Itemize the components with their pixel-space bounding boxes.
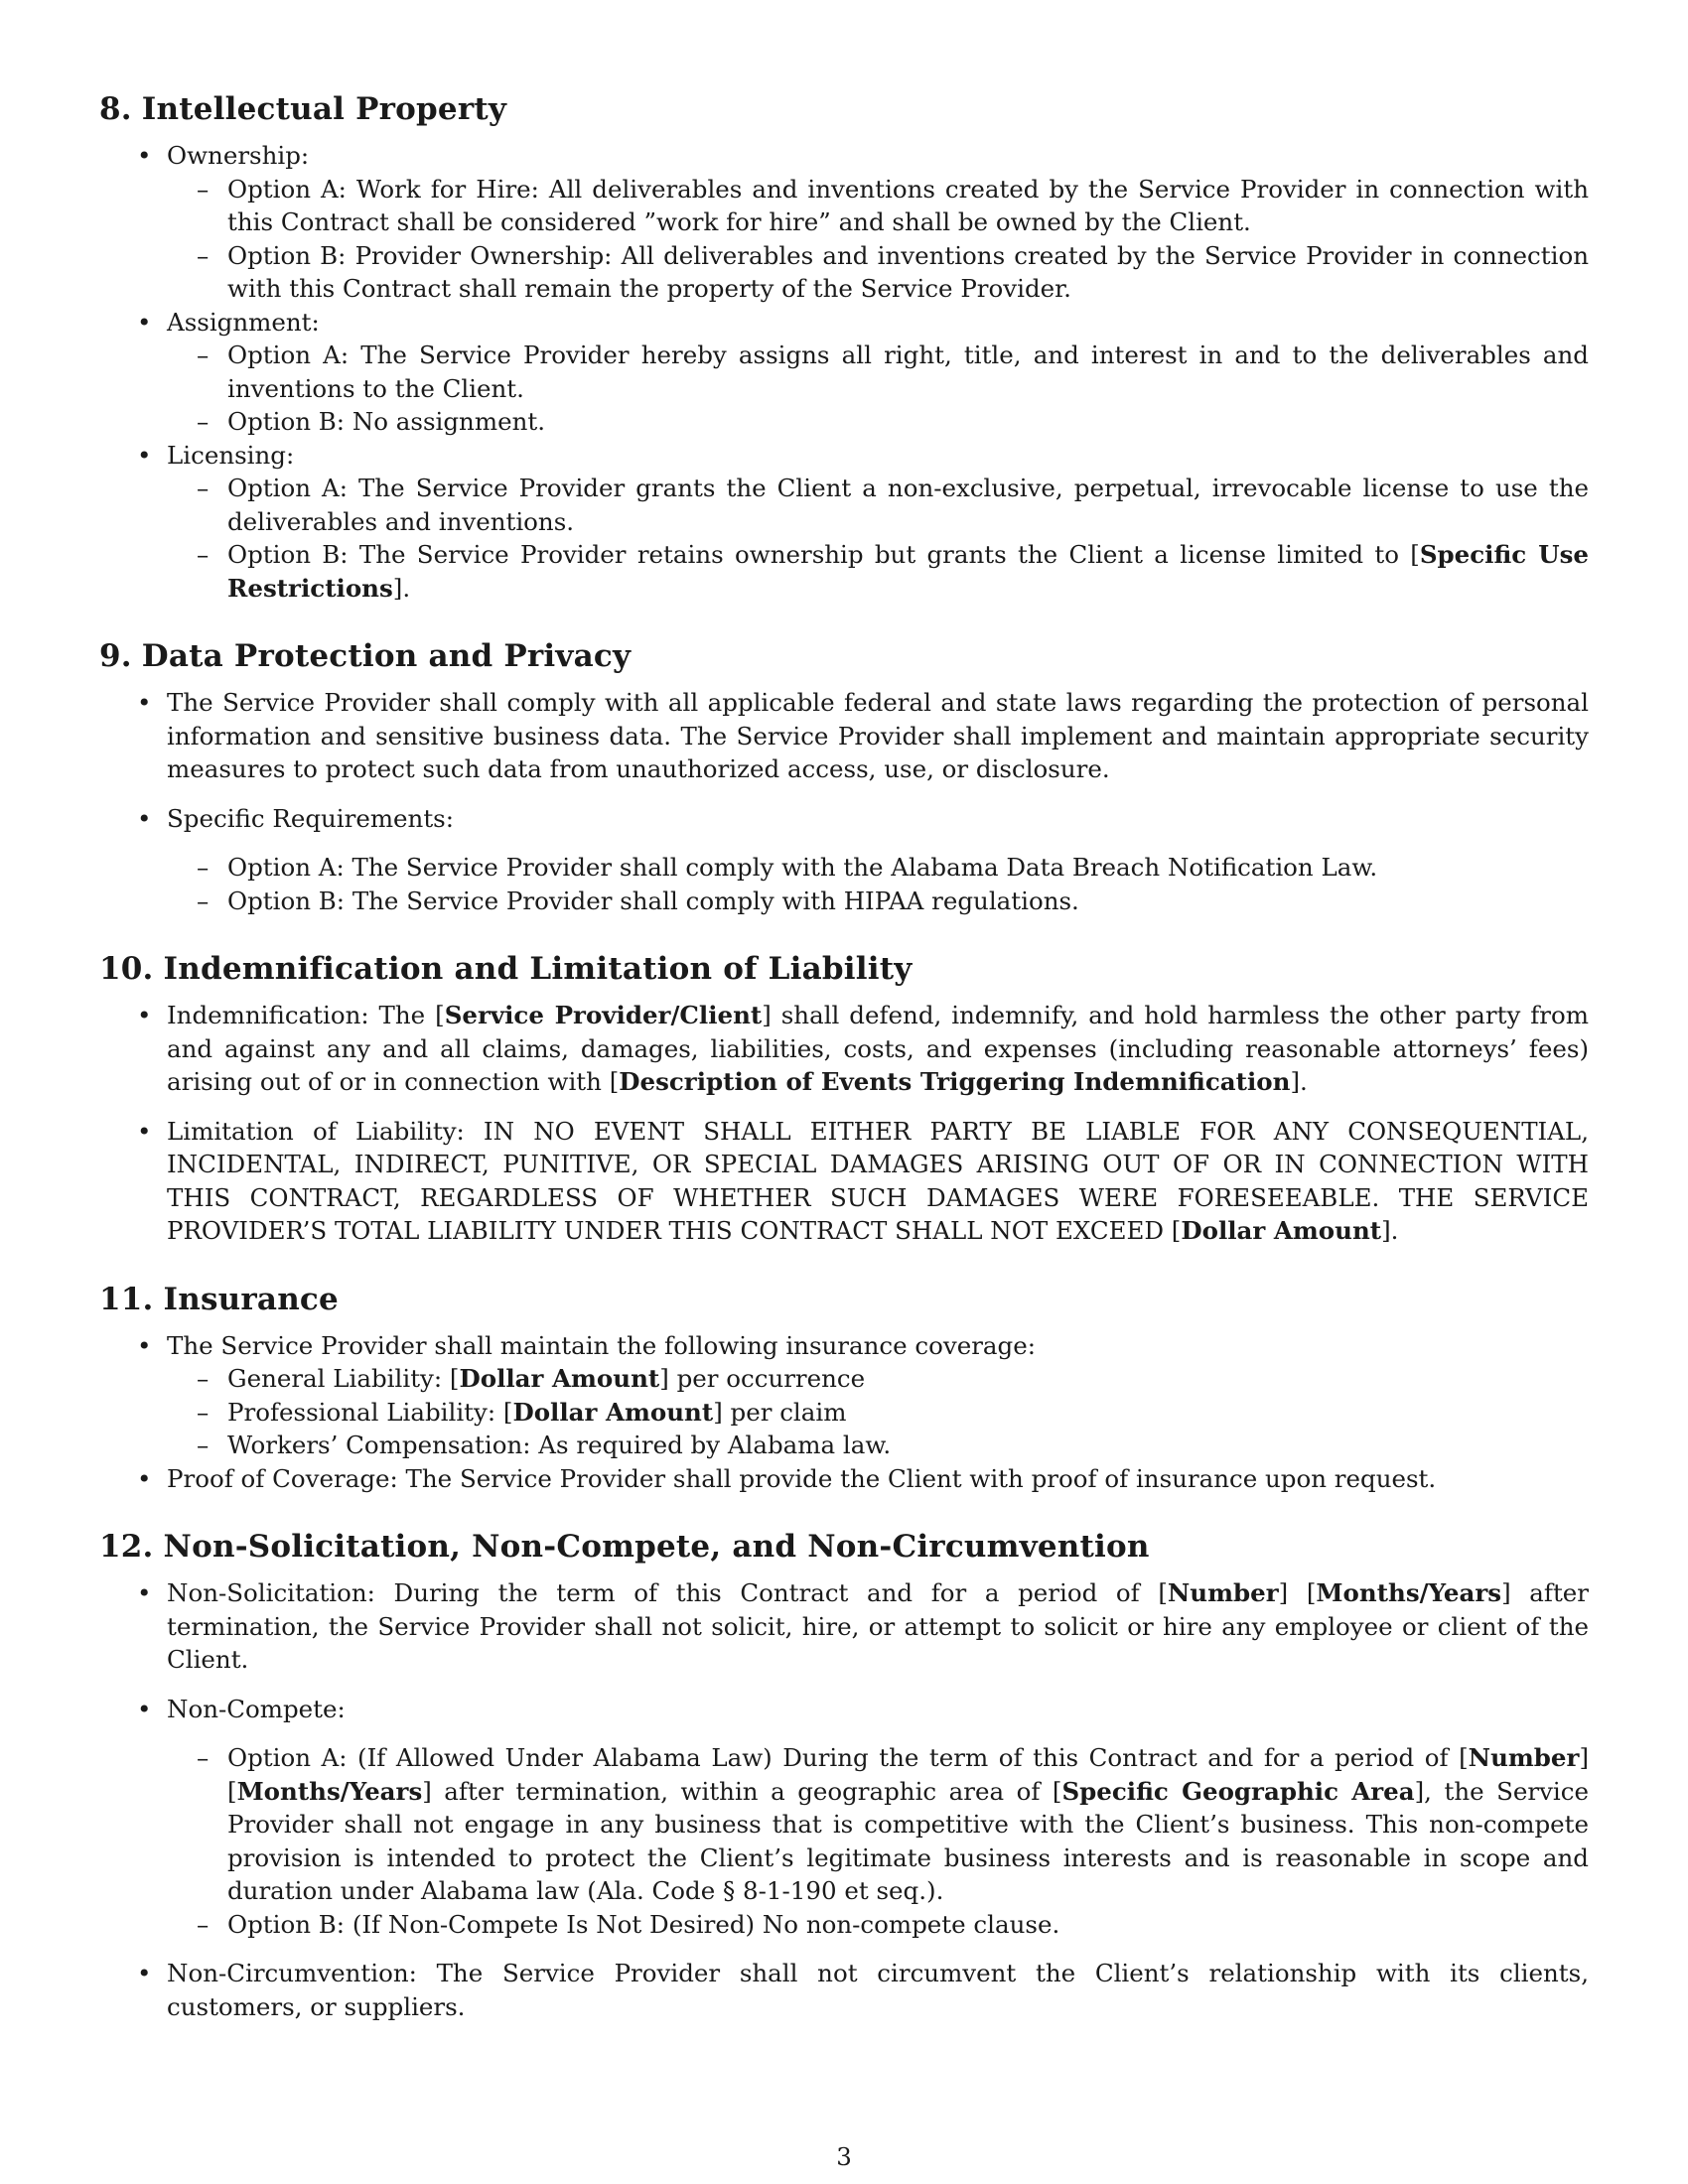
section-title: Data Protection and Privacy <box>141 638 632 674</box>
bullet-list <box>99 999 1589 1248</box>
text: Indemnification: The [ <box>167 1001 445 1029</box>
item-label: Assignment: <box>167 307 320 337</box>
sub-item-option-b: – Option B: No assignment. <box>167 405 1589 439</box>
section-title: Non-Solicitation, Non-Compete, and Non-Circumvention <box>163 1529 1150 1565</box>
section-title: Indemnification and Limitation of Liability <box>163 951 913 987</box>
item-label: Licensing: <box>167 440 295 470</box>
section-title: Intellectual Property <box>141 91 507 127</box>
text: ]. <box>1381 1216 1399 1245</box>
sub-item-option-a: – Option A: Work for Hire: All deliverables and inventions created by the Service Provider in connection with this Contract shall be considered ”work for hire” and shall be owned by the Client. <box>167 173 1589 239</box>
sub-item-option-b: – Option B: (If Non-Compete Is Not Desired) No non-compete clause. <box>167 1908 1589 1942</box>
list-item-licensing <box>99 439 1589 606</box>
text: Option A: (If Allowed Under Alabama Law) During the term of this Contract and for a period of [ <box>227 1743 1469 1772</box>
list-item-indemnification <box>99 999 1589 1099</box>
placeholder-field: Number <box>1468 1743 1580 1772</box>
sub-item-workers-compensation: – Workers’ Compensation: As required by Alabama law. <box>167 1429 1589 1462</box>
sub-list <box>167 339 1589 439</box>
sub-item-general-liability <box>167 1362 1589 1396</box>
sub-item-option-a: – Option A: The Service Provider shall comply with the Alabama Data Breach Notification Law. <box>167 851 1589 885</box>
placeholder-field: Service Provider/Client <box>444 1001 763 1029</box>
list-item-non-solicitation <box>99 1576 1589 1677</box>
sub-list <box>167 472 1589 605</box>
section-heading <box>99 949 1589 989</box>
section-intellectual-property <box>99 89 1589 605</box>
sub-list <box>167 1741 1589 1941</box>
section-number: 9. <box>99 638 132 674</box>
text: ] per claim <box>713 1397 847 1427</box>
section-heading <box>99 1280 1589 1319</box>
placeholder-field: Dollar Amount <box>1181 1216 1382 1245</box>
text: ] per occurrence <box>659 1364 866 1393</box>
list-item-limitation-of-liability <box>99 1115 1589 1248</box>
item-label: Non-Compete: <box>167 1694 346 1723</box>
list-item-non-circumvention: • Non-Circumvention: The Service Provider shall not circumvent the Client’s relationship with its clients, customers, or suppliers. <box>99 1957 1589 2023</box>
text: Limitation of Liability: IN NO EVENT SHALL EITHER PARTY BE LIABLE FOR ANY CONSEQUENTIAL, INCIDENTAL, INDIRECT, PUNITIVE, OR SPECIAL DAMAGES ARISING OUT OF OR IN CONNECTION WITH THIS CONTRACT, REGARDLESS OF WHETHER SUCH DAMAGES WERE FORESEEABLE. THE SERVICE PROVIDER’S TOTAL LIABILITY UNDER THIS CONTRACT SHALL NOT EXCEED [ <box>167 1116 1589 1245</box>
text: ] after termination, within a geographic area of [ <box>422 1776 1062 1806</box>
section-non-solicitation <box>99 1527 1589 2023</box>
item-label: Specific Requirements: <box>167 803 455 833</box>
placeholder-field: Dollar Amount <box>459 1364 660 1393</box>
item-label: The Service Provider shall maintain the following insurance coverage: <box>167 1330 1036 1360</box>
list-item-ownership <box>99 139 1589 306</box>
sub-item-option-a <box>167 1741 1589 1908</box>
section-indemnification <box>99 949 1589 1248</box>
placeholder-field: Dollar Amount <box>512 1397 714 1427</box>
bullet-list <box>99 1329 1589 1496</box>
text: ] [ <box>227 1743 1589 1806</box>
section-data-protection <box>99 636 1589 917</box>
document-page <box>99 89 1589 2023</box>
sub-item-option-a: – Option A: The Service Provider hereby assigns all right, title, and interest in and to the deliverables and inventions to the Client. <box>167 339 1589 405</box>
section-number: 12. <box>99 1529 154 1565</box>
sub-item-option-a: – Option A: The Service Provider grants the Client a non-exclusive, perpetual, irrevocable license to use the deliverables and inventions. <box>167 472 1589 538</box>
placeholder-field: Specific Use Restrictions <box>227 540 1589 603</box>
text: Professional Liability: [ <box>227 1397 513 1427</box>
list-item-proof-of-coverage: • Proof of Coverage: The Service Provider shall provide the Client with proof of insurance upon request. <box>99 1462 1589 1496</box>
text: General Liability: [ <box>227 1364 460 1393</box>
sub-item-option-b: – Option B: The Service Provider shall comply with HIPAA regulations. <box>167 885 1589 918</box>
placeholder-field: Number <box>1167 1578 1279 1607</box>
text: ] after termination, the Service Provider shall not solicit, hire, or attempt to solicit or hire any employee or client of the Client. <box>167 1578 1590 1674</box>
section-number: 10. <box>99 951 154 987</box>
page-number: 3 <box>836 2142 852 2171</box>
section-heading <box>99 89 1589 129</box>
list-item-specific-requirements <box>99 802 1589 918</box>
sub-item-professional-liability <box>167 1396 1589 1430</box>
sub-list <box>167 173 1589 306</box>
section-heading <box>99 1527 1589 1567</box>
text: ], the Service Provider shall not engage in any business that is competitive with the Client’s business. This non-compete provision is intended to protect the Client’s legitimate business interests and is reasonable in scope and duration under Alabama law (Ala. Code § 8-1-190 et seq.). <box>227 1776 1589 1905</box>
text: ]. <box>392 573 411 603</box>
bullet-list <box>99 139 1589 605</box>
sub-item-option-b: – Option B: Provider Ownership: All deliverables and inventions created by the Service Provider in connection with this Contract shall remain the property of the Service Provider. <box>167 239 1589 306</box>
section-number: 8. <box>99 91 132 127</box>
list-item-non-compete <box>99 1693 1589 1942</box>
list-item-coverage <box>99 1329 1589 1462</box>
text: ]. <box>1290 1067 1308 1096</box>
section-title: Insurance <box>163 1281 339 1317</box>
text: ] [ <box>1278 1578 1317 1607</box>
bullet-list <box>99 686 1589 917</box>
text: Non-Solicitation: During the term of this Contract and for a period of [ <box>167 1578 1168 1607</box>
item-label: Ownership: <box>167 141 310 170</box>
placeholder-field: Description of Events Triggering Indemnification <box>619 1067 1291 1096</box>
section-heading <box>99 636 1589 676</box>
section-number: 11. <box>99 1281 154 1317</box>
text: ] shall defend, indemnify, and hold harmless the other party from and against any and all claims, damages, liabilities, costs, and expenses (including reasonable attorneys’ fees) arising out of or in connection with [ <box>167 1001 1590 1096</box>
list-item-compliance: • The Service Provider shall comply with all applicable federal and state laws regarding the protection of personal information and sensitive business data. The Service Provider shall implement and maintain appropriate security measures to protect such data from unauthorized access, use, or disclosure. <box>99 686 1589 786</box>
section-insurance <box>99 1280 1589 1496</box>
bullet-list <box>99 1576 1589 2023</box>
list-item-assignment <box>99 306 1589 439</box>
sub-list <box>167 851 1589 917</box>
placeholder-field: Specific Geographic Area <box>1061 1776 1415 1806</box>
placeholder-field: Months/Years <box>1316 1578 1502 1607</box>
sub-list <box>167 1362 1589 1462</box>
sub-item-option-b <box>167 538 1589 605</box>
placeholder-field: Months/Years <box>236 1776 423 1806</box>
text: Option B: The Service Provider retains ownership but grants the Client a license limited to [ <box>227 540 1420 569</box>
